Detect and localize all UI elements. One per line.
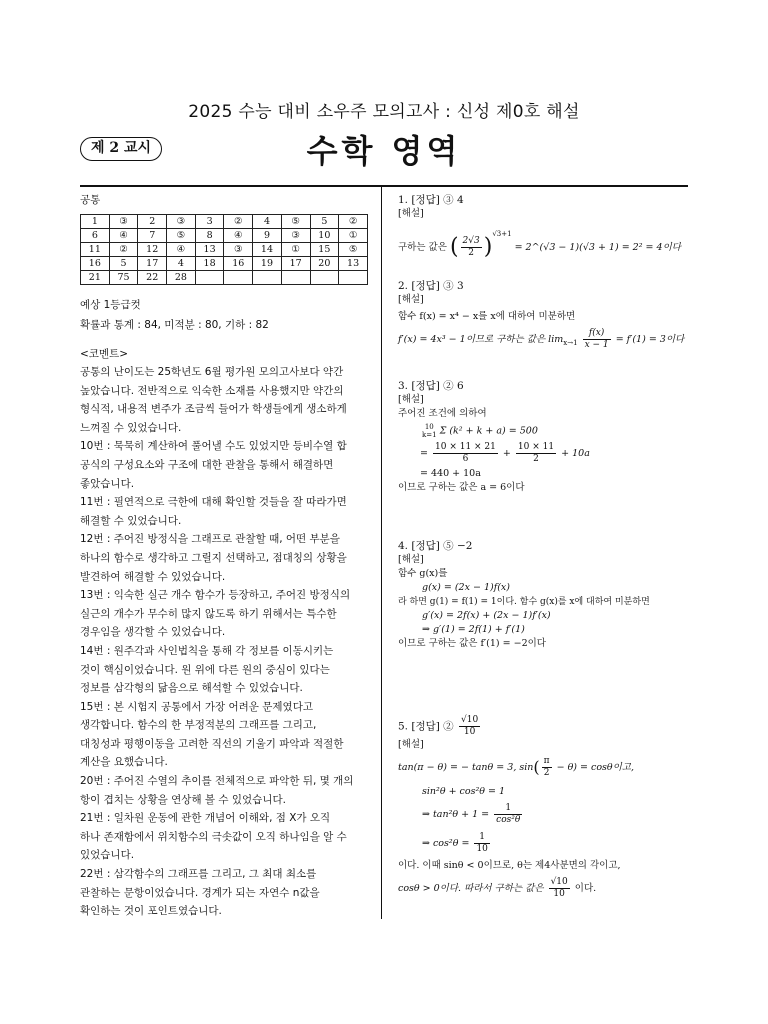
answer-cell: 4: [167, 257, 196, 271]
q1-answer: 1. [정답] ③ 4: [398, 194, 464, 206]
q5-line4-den: 10: [476, 844, 488, 854]
answer-cell: ④: [224, 229, 253, 243]
left-column: [80, 192, 372, 921]
q5-line1-den: 2: [543, 768, 550, 778]
common-label: 공통: [80, 194, 101, 206]
comment-line: 계산을 요했습니다.: [80, 756, 168, 769]
q5-line4-a: ⇒ cos²θ =: [422, 838, 470, 849]
comment-line: 해결할 수 있었습니다.: [80, 514, 182, 527]
q1-frac-num: 2√3: [462, 236, 480, 246]
question-number-cell: 9: [253, 229, 282, 243]
q4-line2: g(x) = (2x − 1)f(x): [422, 582, 510, 593]
answer-row: [81, 229, 368, 243]
answer-cell: ④: [167, 243, 196, 257]
comment-line: 생각합니다. 함수의 한 부정적분의 그래프를 그리고,: [80, 719, 317, 732]
question-number-cell: 13: [195, 243, 224, 257]
q3-eq: =: [420, 448, 428, 459]
q1-exp: √3+1: [492, 230, 512, 238]
comment-line: 정보를 삼각형의 닮음으로 해석할 수 있었습니다.: [80, 682, 303, 695]
comment-line: 확인하는 것이 포인트였습니다.: [80, 905, 222, 918]
comment-line: 13번 : 익숙한 실근 개수 함수가 등장하고, 주어진 방정식의: [80, 589, 351, 602]
q5-line1-a: tan(π − θ) = − tanθ = 3, sin: [398, 762, 534, 773]
answer-cell: 17: [281, 257, 310, 271]
comment-line: 22번 : 삼각함수의 그래프를 그리고, 그 최대 최소를: [80, 868, 317, 881]
q2-frac-num: f(x): [583, 328, 611, 340]
question-number-cell: 3: [195, 215, 224, 229]
answer-cell: ④: [109, 229, 138, 243]
answer-row: [81, 243, 368, 257]
comment-line: 하나의 함수로 생각하고 그릴지 선택하고, 점대칭의 상황을: [80, 551, 347, 564]
question-number-cell: 14: [253, 243, 282, 257]
comment-line: 것이 핵심이었습니다. 원 위에 다른 원의 중심이 있다는: [80, 663, 330, 676]
comment-line: 발견하여 해결할 수 있었습니다.: [80, 570, 226, 583]
question-number-cell: 18: [195, 257, 224, 271]
question-number-cell: 17: [138, 257, 167, 271]
answer-cell: ③: [281, 229, 310, 243]
question-number-cell: [253, 271, 282, 285]
q4-line6: 이므로 구하는 값은 f′(1) = −2이다: [398, 638, 546, 649]
q2-explanation-label: [해설]: [398, 294, 424, 305]
answer-cell: ③: [224, 243, 253, 257]
q2-line2: [398, 328, 688, 351]
question-number-cell: [195, 271, 224, 285]
solution-q2: [398, 279, 688, 351]
q5-line2: sin²θ + cos²θ = 1: [422, 786, 506, 797]
q3-sum-expr: Σ (k² + k + a) = 500: [439, 425, 538, 437]
comment-line: 15번 : 본 시험지 공통에서 가장 어려운 문제였다고: [80, 700, 313, 713]
q5-line1-num: π: [543, 756, 550, 766]
answer-cell: ⑤: [339, 243, 368, 257]
cutoff-scores: 확률과 통계 : 84, 미적분 : 80, 기하 : 82: [80, 319, 269, 331]
answer-row: [81, 215, 368, 229]
q5-line6-den: 10: [553, 889, 565, 899]
comment-line: 14번 : 원주각과 사인법칙을 통해 각 정보를 이동시키는: [80, 644, 334, 657]
comment-label: <코멘트>: [80, 348, 129, 360]
comment-line: 좋았습니다.: [80, 477, 135, 490]
comment-body: [80, 363, 372, 921]
question-number-cell: 6: [81, 229, 110, 243]
answer-cell: ③: [167, 215, 196, 229]
q5-line3: [398, 803, 688, 826]
answer-cell: ②: [339, 215, 368, 229]
answer-cell: [224, 271, 253, 285]
answer-cell: ②: [224, 215, 253, 229]
q5-line6-num: √10: [550, 877, 568, 887]
q4-line4: g′(x) = 2f(x) + (2x − 1)f′(x): [422, 610, 551, 621]
q1-rest: = 2^(√3 − 1)(√3 + 1) = 2² = 4이다: [514, 242, 681, 253]
question-number-cell: 7: [138, 229, 167, 243]
q4-line3: 라 하면 g(1) = f(1) = 1이다. 함수 g(x)를 x에 대하여 미분하면: [398, 597, 650, 607]
q3-sum-top: 10: [424, 423, 434, 431]
q5-head-num: √10: [461, 715, 479, 725]
q3-explanation-label: [해설]: [398, 394, 424, 405]
q5-line6: [398, 877, 688, 900]
q5-line3-den: cos²θ: [496, 815, 521, 825]
q5-head-text: 5. [정답] ②: [398, 720, 454, 733]
q3-plus: +: [502, 448, 511, 459]
answer-cell: ⑤: [281, 215, 310, 229]
q4-line1: 함수 g(x)를: [398, 568, 448, 579]
q3-line2: [398, 423, 688, 439]
q2-line2-b: = f′(1) = 3이다: [615, 334, 685, 345]
answer-cell: 13: [339, 257, 368, 271]
q5-line3-num: 1: [494, 803, 522, 815]
solution-q5: [398, 715, 688, 900]
solution-q1: [398, 193, 688, 259]
period-badge: 제 2 교시: [80, 137, 162, 161]
answer-cell: [281, 271, 310, 285]
q2-frac-den: x − 1: [584, 340, 609, 350]
comment-line: 21번 : 일차원 운동에 관한 개념어 이해와, 점 X가 오직: [80, 812, 331, 825]
column-divider: [381, 187, 382, 919]
q2-line1: 함수 f(x) = x⁴ − x를 x에 대하여 미분하면: [398, 311, 576, 322]
comment-line: 10번 : 묵묵히 계산하여 풀어낼 수도 있었지만 등비수열 합: [80, 440, 347, 453]
question-number-cell: 15: [310, 243, 339, 257]
solution-q4: [398, 539, 688, 651]
comment-line: 실근의 개수가 무수히 많지 않도록 하기 위해서는 특수한: [80, 607, 337, 620]
question-number-cell: 8: [195, 229, 224, 243]
q1-frac-den: 2: [468, 248, 474, 258]
q1-line: 구하는 값은 ( $\frac{2√3}{2}$ )$^{√3+1}$ = 2^(√3 − 1)(√3 + 1) = 2² = 4이다: [398, 230, 681, 260]
question-number-cell: 22: [138, 271, 167, 285]
comment-line: 경우임을 생각할 수 있었습니다.: [80, 626, 226, 639]
q5-explanation-label: [해설]: [398, 739, 424, 750]
question-number-cell: 20: [310, 257, 339, 271]
answer-row: [81, 271, 368, 285]
answer-cell: ①: [281, 243, 310, 257]
answer-table: [80, 214, 368, 285]
comment-line: 공식의 구성요소와 구조에 대한 관찰을 통해서 해결하면: [80, 458, 334, 471]
question-number-cell: 19: [253, 257, 282, 271]
header-divider: [80, 185, 688, 187]
question-number-cell: 16: [81, 257, 110, 271]
q4-line5: ⇒ g′(1) = 2f(1) + f′(1): [422, 624, 525, 635]
comment-line: 12번 : 주어진 방정식을 그래프로 관찰할 때, 어떤 부분을: [80, 533, 340, 546]
answer-cell: 28: [167, 271, 196, 285]
q5-line1: tan(π − θ) = − tanθ = 3, sin( $\frac{\pi}{2}$ − θ) = cosθ이고,: [398, 756, 635, 778]
answer-cell: ①: [339, 229, 368, 243]
comment-line: 항이 겹치는 상황을 연상해 볼 수 있었습니다.: [80, 793, 286, 806]
q3-line1: 주어진 조건에 의하여: [398, 408, 487, 419]
answer-cell: ③: [109, 215, 138, 229]
q4-explanation-label: [해설]: [398, 554, 424, 565]
q3-sum-bottom: k=1: [422, 431, 437, 439]
q1-explanation-label: [해설]: [398, 208, 424, 219]
solution-q3: [398, 379, 688, 495]
answer-cell: ②: [109, 243, 138, 257]
q3-line3: [398, 442, 688, 465]
comment-line: 형식적, 내용적 변주가 조금씩 들어가 학생들에게 생소하게: [80, 403, 347, 416]
comment-line: 느껴질 수 있었습니다.: [80, 421, 182, 434]
q5-line4: [398, 832, 688, 855]
q5-head-den: 10: [463, 727, 476, 737]
q4-answer: 4. [정답] ⑤ −2: [398, 540, 473, 552]
answer-cell: 75: [109, 271, 138, 285]
q5-line6-a: cosθ > 0이다. 따라서 구하는 값은: [398, 883, 544, 894]
q5-answer: [398, 715, 688, 738]
q5-line4-num: 1: [474, 832, 489, 844]
answer-cell: 5: [109, 257, 138, 271]
question-number-cell: 5: [310, 215, 339, 229]
q2-limit: x→1: [563, 338, 578, 347]
q3-frac1-num: 10 × 11 × 21: [435, 442, 496, 452]
q5-line6-b: 이다.: [574, 883, 597, 894]
q3-line5: 이므로 구하는 값은 a = 6이다: [398, 482, 525, 493]
comment-line: 11번 : 필연적으로 극한에 대해 확인할 것들을 잘 따라가면: [80, 496, 347, 509]
comment-line: 높았습니다. 전반적으로 익숙한 소재를 사용했지만 약간의: [80, 384, 344, 397]
q3-frac2-den: 2: [533, 454, 539, 464]
q1-lead: 구하는 값은: [398, 242, 447, 253]
q3-frac1-den: 6: [462, 454, 469, 464]
q3-answer: 3. [정답] ② 6: [398, 380, 464, 392]
comment-line: 관찰하는 문항이었습니다. 경계가 되는 자연수 n값을: [80, 886, 320, 899]
comment-line: 대칭성과 평행이동을 고려한 직선의 기울기 파악과 적절한: [80, 737, 344, 750]
question-number-cell: 2: [138, 215, 167, 229]
answer-row: [81, 257, 368, 271]
subject-title: 수학 영역: [306, 132, 462, 170]
question-number-cell: [310, 271, 339, 285]
q3-line4: = 440 + 10a: [420, 468, 481, 479]
answer-cell: [339, 271, 368, 285]
comment-line: 하나 존재함에서 위치함수의 극솟값이 오직 하나임을 알 수: [80, 830, 347, 843]
q2-line2-a: f′(x) = 4x³ − 1이므로 구하는 값은 lim: [398, 334, 564, 345]
question-number-cell: 4: [253, 215, 282, 229]
question-number-cell: 21: [81, 271, 110, 285]
cutoff-section: [80, 295, 372, 335]
q5-line1-b: − θ) = cosθ이고,: [556, 762, 635, 773]
answer-cell: 16: [224, 257, 253, 271]
question-number-cell: 12: [138, 243, 167, 257]
q3-frac2-num: 10 × 11: [517, 442, 555, 452]
q2-answer: 2. [정답] ③ 3: [398, 280, 464, 292]
question-number-cell: 1: [81, 215, 110, 229]
cutoff-label: 예상 1등급컷: [80, 299, 141, 311]
q5-line3-a: ⇒ tan²θ + 1 =: [422, 809, 490, 820]
question-number-cell: 11: [81, 243, 110, 257]
answer-cell: ⑤: [167, 229, 196, 243]
comment-line: 공통의 난이도는 25학년도 6월 평가원 모의고사보다 약간: [80, 366, 344, 378]
q5-line5: 이다. 이때 sinθ < 0이므로, θ는 제4사분면의 각이고,: [398, 860, 621, 871]
exam-header-title: 2025 수능 대비 소우주 모의고사 : 신성 제0호 해설: [188, 102, 580, 122]
question-number-cell: 10: [310, 229, 339, 243]
comment-line: 있었습니다.: [80, 849, 135, 862]
comment-line: 20번 : 주어진 수열의 추이를 전체적으로 파악한 뒤, 몇 개의: [80, 775, 354, 788]
q3-line3-b: + 10a: [561, 448, 590, 459]
